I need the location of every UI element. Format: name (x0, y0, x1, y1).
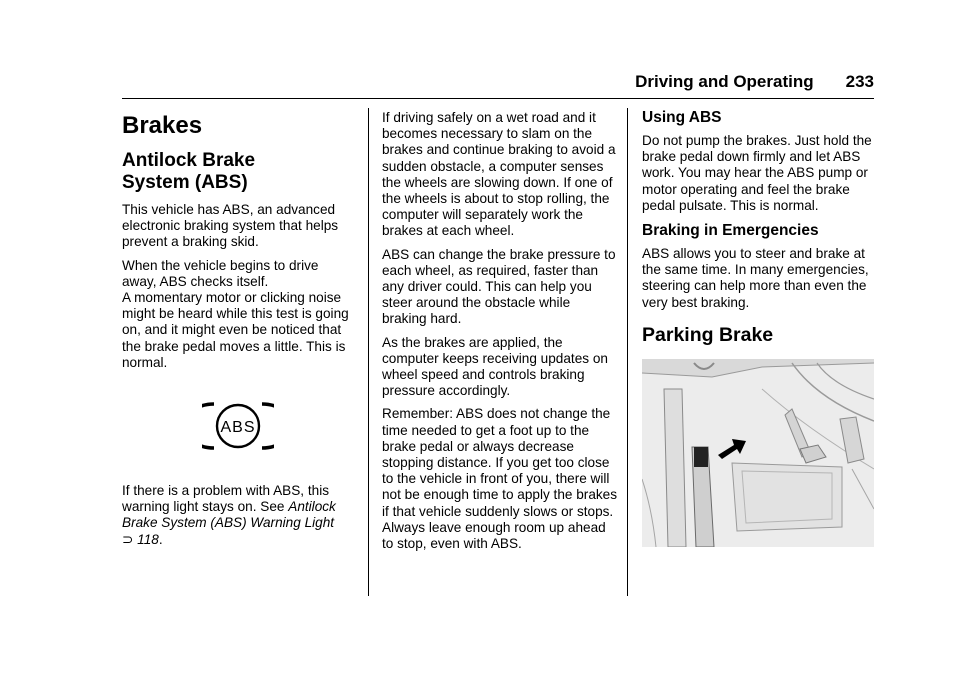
column-divider-2 (627, 108, 628, 596)
page-ref-icon: ⊃ (122, 531, 138, 547)
abs-warning-light (122, 399, 354, 453)
column-divider-1 (368, 108, 369, 596)
heading-braking-emergencies: Braking in Emergencies (642, 222, 819, 240)
wet-road-paragraph: If driving safely on a wet road and it becomes necessary to slam on the brakes and continue braking to avoid a sudden obstacle, a computer senses the wheels are slowing down. If one of the wheels is about to stop rolling, the computer will separately work the brakes at each wheel. (382, 110, 616, 239)
braking-emergencies-paragraph: ABS allows you to steer and brake at the same time. In many emergencies, steering can help more than even the very best braking. (642, 246, 869, 310)
heading-abs (122, 150, 354, 194)
heading-abs-line2: System (ABS) (122, 172, 248, 193)
heading-abs-line1: Antilock Brake (122, 150, 256, 171)
heading-parking-brake: Parking Brake (642, 323, 774, 346)
heading-brakes: Brakes (122, 112, 203, 139)
wheel-speed-paragraph: As the brakes are applied, the computer keeps receiving updates on wheel speed and controls braking pressure accordingly. (382, 334, 608, 399)
section-title: Driving and Operating (635, 72, 814, 91)
heading-using-abs: Using ABS (642, 109, 722, 126)
running-header (122, 72, 874, 96)
using-abs-paragraph: Do not pump the brakes. Just hold the brake pedal down firmly and let ABS work. You may hear the ABS pump or motor operating and feel the brake pedal pulsate. This is normal. (642, 133, 872, 213)
column-1 (122, 108, 354, 555)
header-rule (122, 98, 874, 99)
stopping-distance-paragraph: Remember: ABS does not change the time needed to get a foot up to the brake pedal or always decrease stopping distance. If you get too close to the vehicle in front of you, there will not be enough time to apply the brakes if that vehicle suddenly slows or stops. Always leave enough room up ahead to stop, even with ABS. (382, 406, 618, 552)
abs-warning-icon (202, 399, 274, 453)
brake-pressure-paragraph: ABS can change the brake pressure to each wheel, as required, faster than any driver could. This can help you steer around the obstacle while braking hard. (382, 246, 616, 327)
abs-intro-paragraph: This vehicle has ABS, an advanced electronic braking system that helps prevent a braking skid. (122, 202, 339, 250)
abs-selfcheck-line: When the vehicle begins to drive away, ABS checks itself. (122, 257, 319, 289)
abs-selfcheck-paragraph (122, 258, 354, 371)
abs-noise-line: A momentary motor or clicking noise might be heard while this test is going on, and it might even be noticed that the brake pedal moves a little. This is normal. (122, 290, 349, 370)
column-2 (382, 110, 618, 559)
column-3 (642, 108, 874, 547)
page-number: 233 (845, 72, 874, 91)
abs-problem-paragraph: If there is a problem with ABS, this warning light stays on. See Antilock Brake System (ABS) Warning Light ⊃ 118. (122, 483, 336, 547)
abs-problem-text: If there is a problem with ABS, this warning light stays on. See (122, 483, 330, 515)
abs-warning-light-page[interactable]: 118 (137, 531, 159, 547)
abs-warning-light-link[interactable]: Antilock Brake System (ABS) Warning Light (122, 499, 336, 531)
abs-icon-label: ABS (220, 419, 256, 437)
parking-brake-illustration (642, 359, 874, 547)
